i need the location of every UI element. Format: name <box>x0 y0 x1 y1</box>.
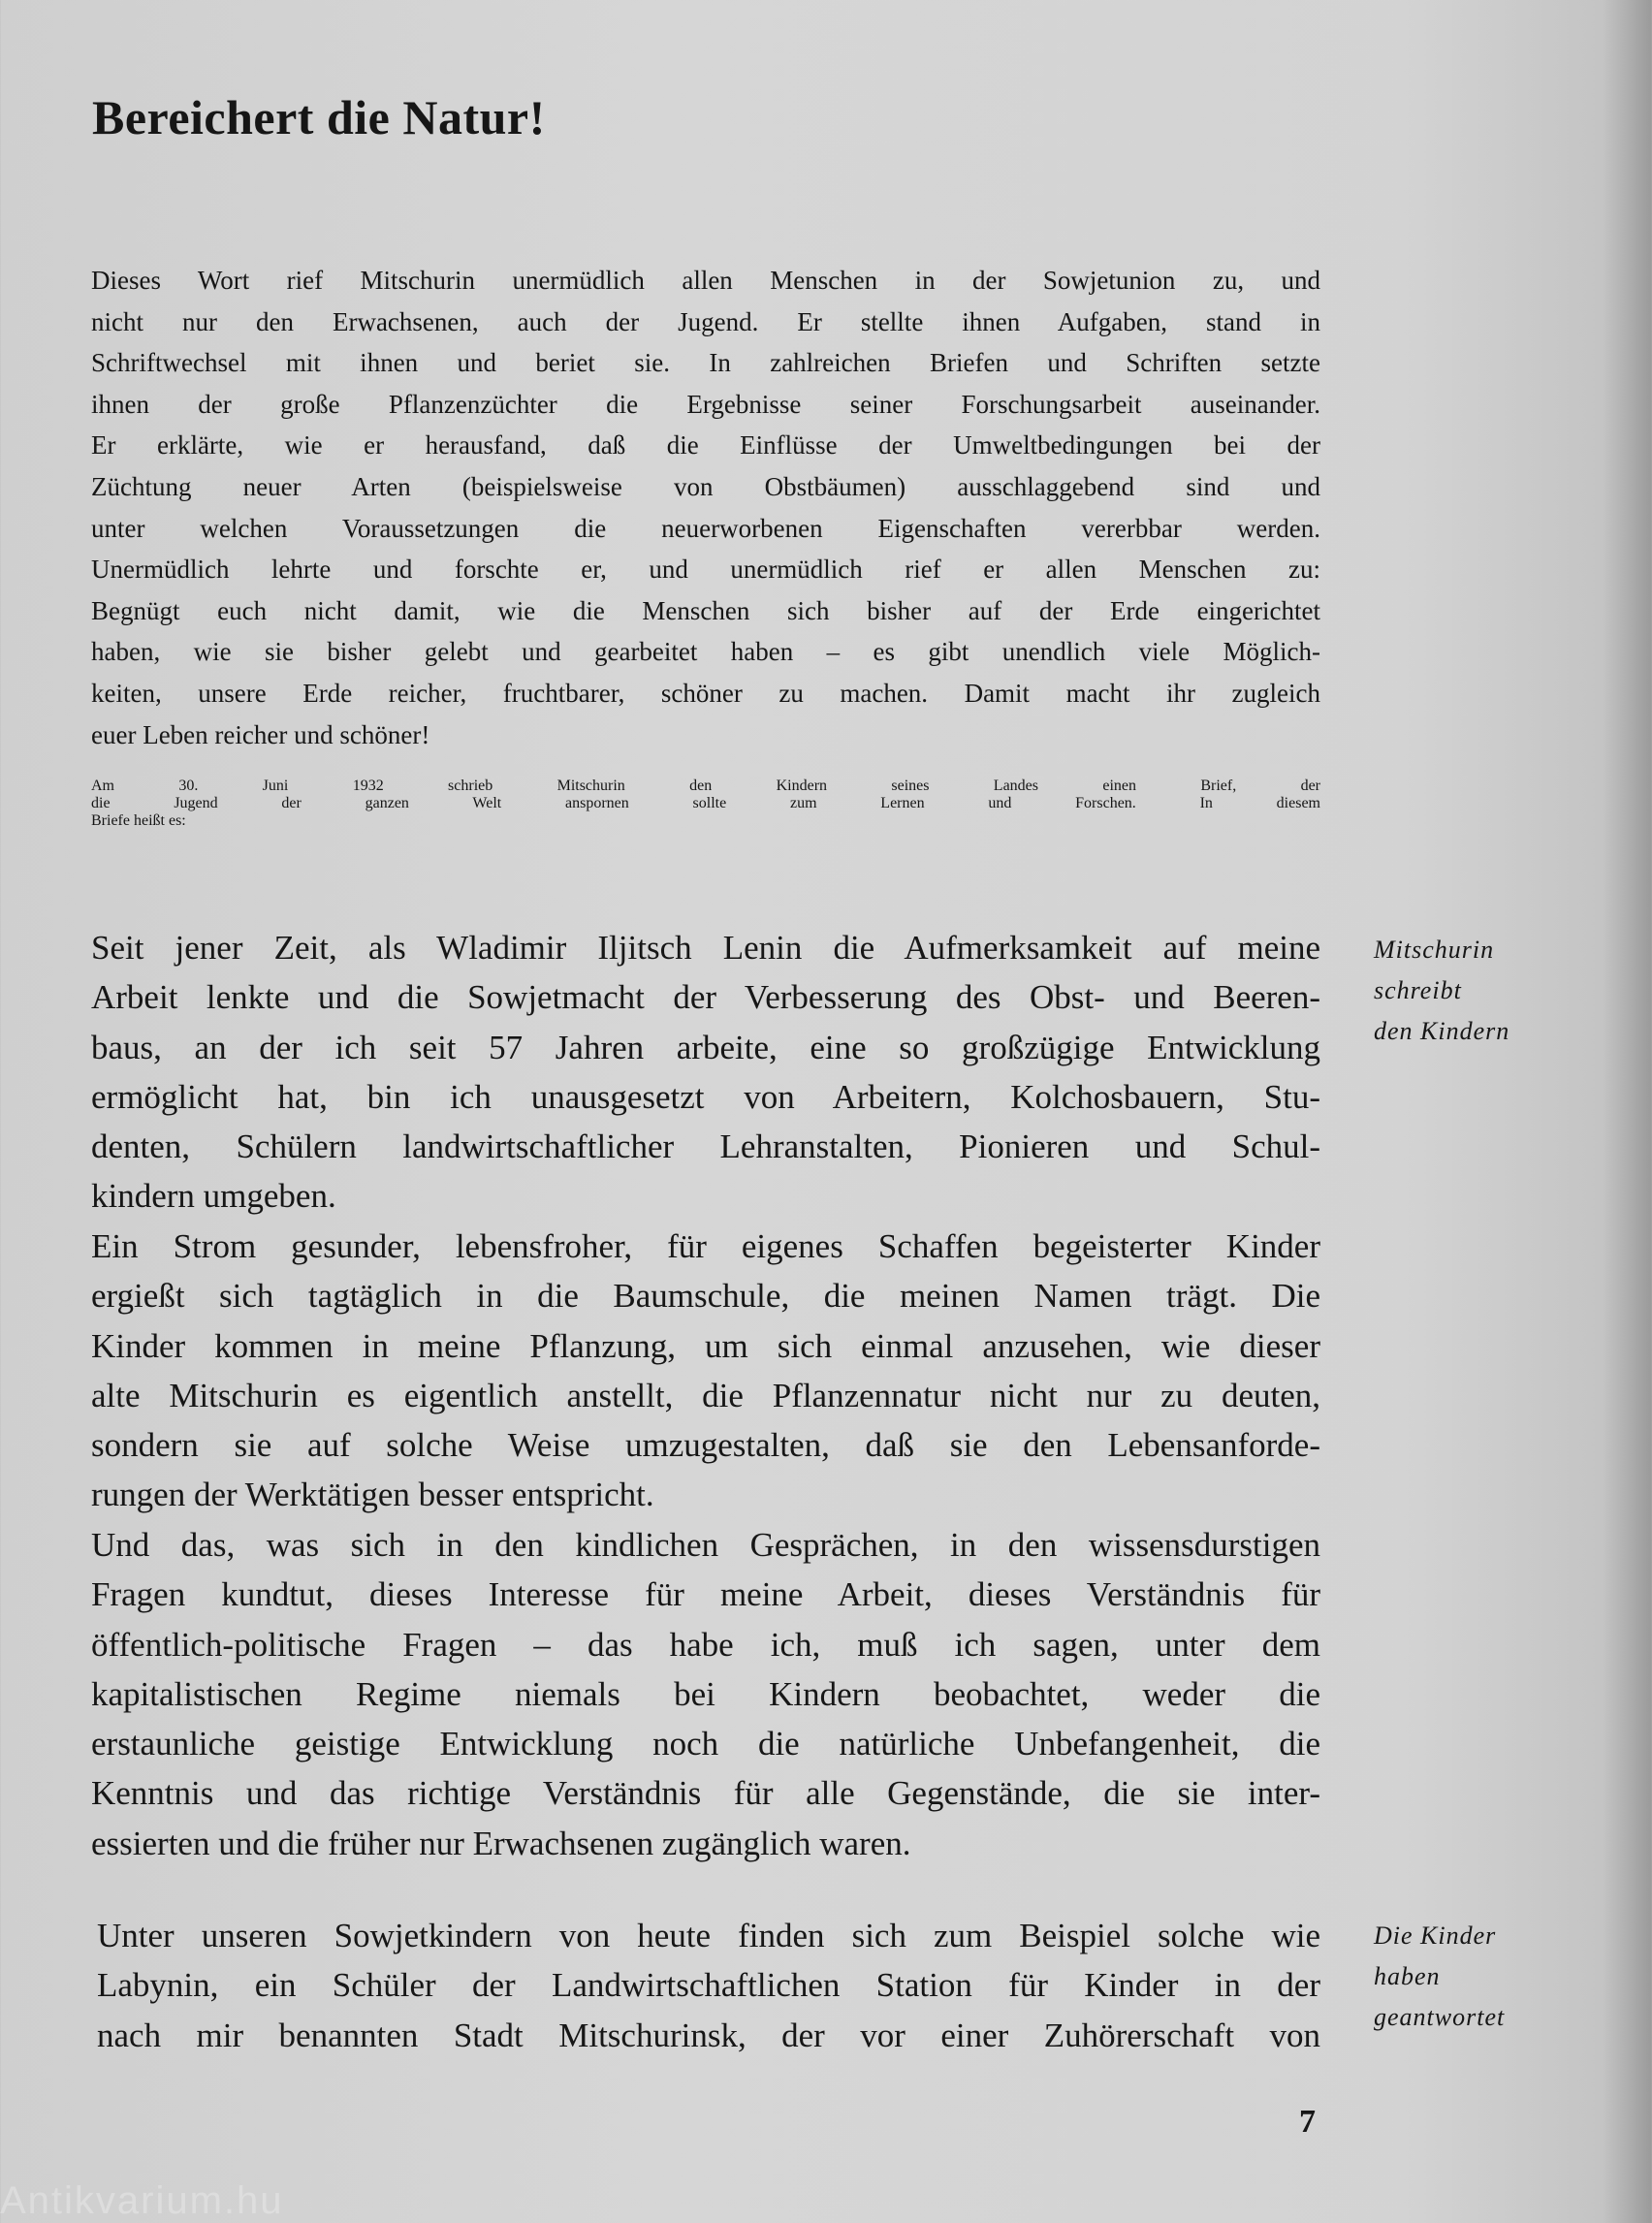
page-number: 7 <box>1299 2104 1316 2140</box>
letter-paragraph-1 <box>91 923 1320 1222</box>
letter-paragraph-3 <box>91 1520 1320 1868</box>
text-line: Dieses Wort rief Mitschurin unermüdlich allen Menschen in der Sowjetunion zu, und <box>91 266 1320 295</box>
margin-note-line: geantwortet <box>1374 2003 1506 2031</box>
text-line: alte Mitschurin es eigentlich anstellt, die Pflanzennatur nicht nur zu deuten, <box>91 1376 1320 1414</box>
margin-note-line: den Kindern <box>1374 1017 1510 1045</box>
margin-note-line: schreibt <box>1374 976 1462 1004</box>
text-line: baus, an der ich seit 57 Jahren arbeite, eine so großzügige Entwicklung <box>91 1028 1320 1066</box>
margin-note-line: Die Kinder <box>1374 1921 1497 1950</box>
text-line: denten, Schülern landwirtschaftlicher Lehranstalten, Pionieren und Schul- <box>91 1127 1320 1166</box>
text-line: Unter unseren Sowjetkindern von heute finden sich zum Beispiel solche wie <box>97 1917 1320 1954</box>
text-line: ermöglicht hat, bin ich unausgesetzt von Arbeitern, Kolchosbauern, Stu- <box>91 1077 1320 1116</box>
letter-paragraph-4 <box>97 1911 1320 2060</box>
text-line: Labynin, ein Schüler der Landwirtschaftlichen Station für Kinder in der <box>97 1966 1320 2005</box>
text-line: Kinder kommen in meine Pflanzung, um sich einmal anzusehen, wie dieser <box>91 1326 1320 1365</box>
text-line: Schriftwechsel mit ihnen und beriet sie. In zahlreichen Briefen und Schriften setzte <box>91 348 1320 378</box>
margin-note-line: Mitschurin <box>1374 936 1495 964</box>
text-line: nach mir benannten Stadt Mitschurinsk, der vor einer Zuhörerschaft von <box>97 2016 1320 2054</box>
text-line: erstaunliche geistige Entwicklung noch die natürliche Unbefangenheit, die <box>91 1725 1320 1763</box>
text-line: Unermüdlich lehrte und forschte er, und unermüdlich rief er allen Menschen zu: <box>91 555 1320 585</box>
text-line: ergießt sich tagtäglich in die Baumschule, die meinen Namen trägt. Die <box>91 1277 1320 1316</box>
margin-note-line: haben <box>1374 1962 1441 1990</box>
text-line: Fragen kundtut, dieses Interesse für meine Arbeit, dieses Verständnis für <box>91 1575 1320 1614</box>
text-line: öffentlich-politische Fragen – das habe ich, muß ich sagen, unter dem <box>91 1625 1320 1664</box>
intro-paragraph-2 <box>91 778 1320 830</box>
intro-paragraph-1 <box>91 260 1320 755</box>
margin-note-1 <box>1374 930 1509 1052</box>
text-line: essierten und die früher nur Erwachsenen zugänglich waren. <box>91 1824 911 1862</box>
watermark: Antikvarium.hu <box>0 2179 284 2222</box>
text-line: kindern umgeben. <box>91 1177 336 1216</box>
text-line: keiten, unsere Erde reicher, fruchtbarer, schöner zu machen. Damit macht ihr zugleich <box>91 678 1320 708</box>
text-line: Arbeit lenkte und die Sowjetmacht der Verbesserung des Obst- und Beeren- <box>91 978 1320 1017</box>
text-line: Kenntnis und das richtige Verständnis für alle Gegenstände, die sie inter- <box>91 1774 1320 1813</box>
text-line: Briefe heißt es: <box>91 812 186 829</box>
text-line: Seit jener Zeit, als Wladimir Iljitsch Lenin die Aufmerksamkeit auf meine <box>91 929 1320 967</box>
text-line: die Jugend der ganzen Welt anspornen sollte zum Lernen und Forschen. In diesem <box>91 795 1320 811</box>
text-line: Und das, was sich in den kindlichen Gesprächen, in den wissensdurstigen <box>91 1526 1320 1564</box>
text-line: nicht nur den Erwachsenen, auch der Jugend. Er stellte ihnen Aufgaben, stand in <box>91 306 1320 336</box>
text-line: haben, wie sie bisher gelebt und gearbeitet haben – es gibt unendlich viele Möglich- <box>91 637 1320 667</box>
text-line: ihnen der große Pflanzenzüchter die Ergebnisse seiner Forschungsarbeit auseinander. <box>91 389 1320 419</box>
text-line: Er erklärte, wie er herausfand, daß die Einflüsse der Umweltbedingungen bei der <box>91 430 1320 460</box>
text-line: unter welchen Voraussetzungen die neuerworbenen Eigenschaften vererbbar werden. <box>91 513 1320 543</box>
text-line: rungen der Werktätigen besser entspricht. <box>91 1476 654 1514</box>
text-line: kapitalistischen Regime niemals bei Kindern beobachtet, weder die <box>91 1674 1320 1713</box>
text-line: euer Leben reicher und schöner! <box>91 719 430 749</box>
text-line: Ein Strom gesunder, lebensfroher, für eigenes Schaffen begeisterter Kinder <box>91 1227 1320 1265</box>
text-line: sondern sie auf solche Weise umzugestalten, daß sie den Lebensanforde- <box>91 1426 1320 1465</box>
page-title: Bereichert die Natur! <box>92 90 546 144</box>
text-line: Züchtung neuer Arten (beispielsweise von Obstbäumen) ausschlaggebend sind und <box>91 471 1320 501</box>
text-line: Begnügt euch nicht damit, wie die Menschen sich bisher auf der Erde eingerichtet <box>91 595 1320 625</box>
letter-paragraph-2 <box>91 1222 1320 1520</box>
text-line: Am 30. Juni 1932 schrieb Mitschurin den Kindern seines Landes einen Brief, der <box>91 778 1320 794</box>
margin-note-2 <box>1374 1916 1505 2038</box>
